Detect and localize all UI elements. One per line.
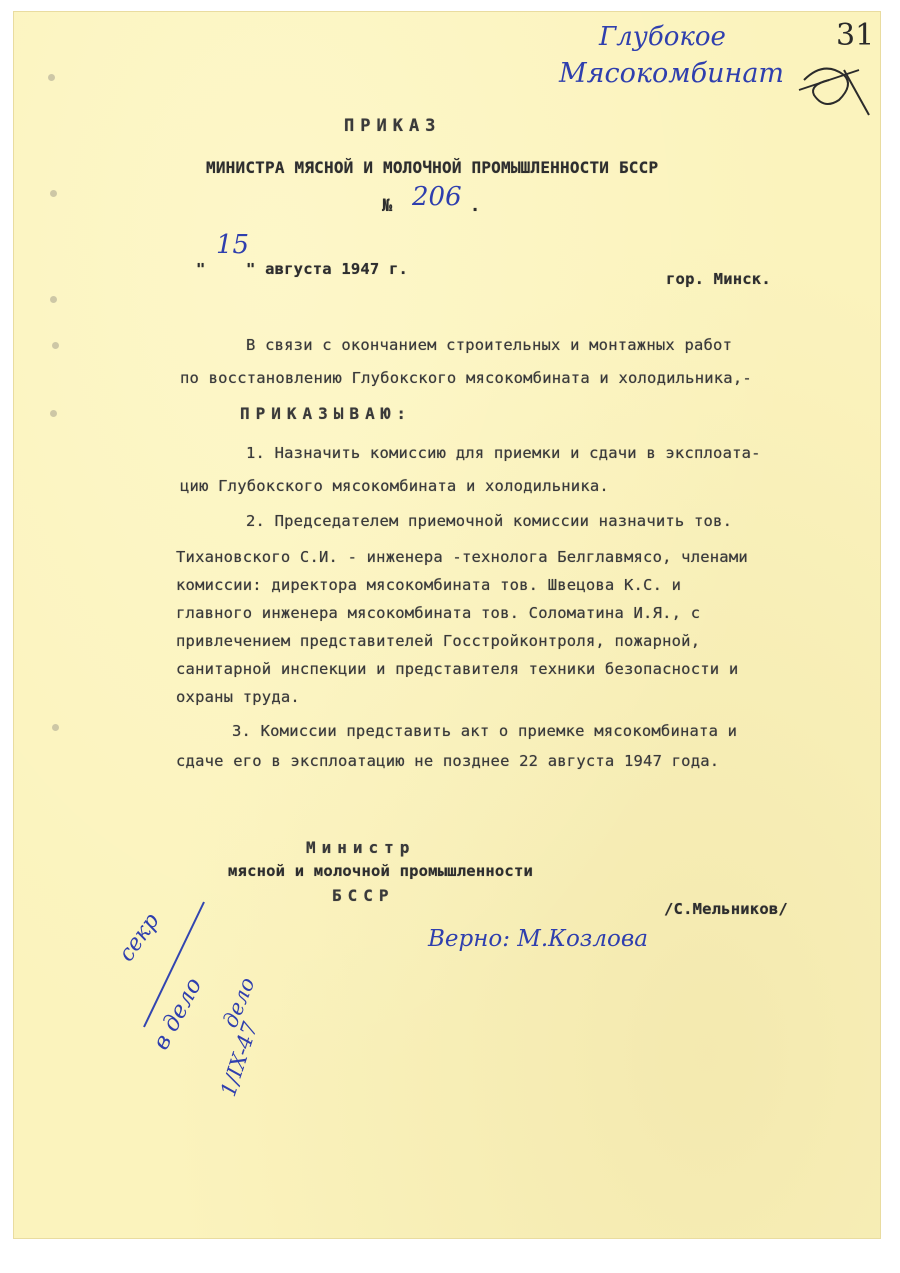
margin-note-stroke (124, 897, 244, 1037)
order-number-dot: . (470, 196, 481, 216)
margin-mark (50, 410, 57, 417)
verified-note: Верно: М.Козлова (428, 926, 648, 952)
margin-mark (52, 724, 59, 731)
item2-line-3: комиссии: директора мясокомбината тов. Швецова К.С. и (176, 576, 682, 594)
margin-mark (48, 74, 55, 81)
item1-line-1: 1. Назначить комиссию для приемки и сдачи в эксплоата- (246, 444, 761, 462)
signature-org-line-1: мясной и молочной промышленности (228, 862, 534, 880)
archive-stamp-scribble (784, 40, 874, 120)
margin-note-to-file: в дело (148, 973, 208, 1055)
archive-number: 31 (836, 18, 875, 53)
item2-line-6: санитарной инспекции и представителя техники безопасности и (176, 660, 739, 678)
item2-line-1: 2. Председателем приемочной комиссии назначить тов. (246, 512, 733, 530)
item2-line-2: Тихановского С.И. - инженера -технолога Белглавмясо, членами (176, 548, 748, 566)
item2-line-4: главного инженера мясокомбината тов. Соломатина И.Я., с (176, 604, 701, 622)
order-day: 15 (216, 230, 250, 260)
margin-note-file: дело (218, 974, 260, 1031)
order-date: " августа 1947 г. (246, 260, 409, 278)
margin-mark (50, 296, 57, 303)
item3-line-2: сдаче его в эксплоатацию не позднее 22 августа 1947 года. (176, 752, 720, 770)
document-title: ПРИКАЗ (344, 116, 442, 136)
order-number-value: 206 (412, 182, 462, 212)
item2-line-5: привлечением представителей Госстройконтроля, пожарной, (176, 632, 701, 650)
date-quote-open: " (196, 260, 206, 278)
signature-title: Министр (306, 838, 416, 857)
order-number-prefix: № (382, 196, 393, 216)
item2-line-7: охраны труда. (176, 688, 300, 706)
preamble-line-1: В связи с окончанием строительных и монтажных работ (246, 336, 733, 354)
document-subtitle: МИНИСТРА МЯСНОЙ И МОЛОЧНОЙ ПРОМЫШЛЕННОСТИ БССР (206, 158, 659, 177)
margin-note-secretary: секр (114, 908, 165, 967)
signature-org-line-2: БССР (332, 886, 395, 905)
order-word: ПРИКАЗЫВАЮ: (240, 404, 412, 423)
margin-mark (50, 190, 57, 197)
place-annotation-line1: Глубокое (599, 22, 726, 52)
margin-note-date: 1/IX-47 (216, 1018, 263, 1100)
document-page (14, 12, 880, 1238)
place-annotation-line2: Мясокомбинат (559, 58, 785, 89)
preamble-line-2: по восстановлению Глубокского мясокомбината и холодильника,- (180, 369, 752, 387)
order-city: гор. Минск. (666, 270, 771, 288)
item3-line-1: 3. Комиссии представить акт о приемке мясокомбината и (232, 722, 738, 740)
item1-line-2: цию Глубокского мясокомбината и холодильника. (180, 477, 609, 495)
margin-mark (52, 342, 59, 349)
signatory-name: /С.Мельников/ (664, 900, 788, 918)
